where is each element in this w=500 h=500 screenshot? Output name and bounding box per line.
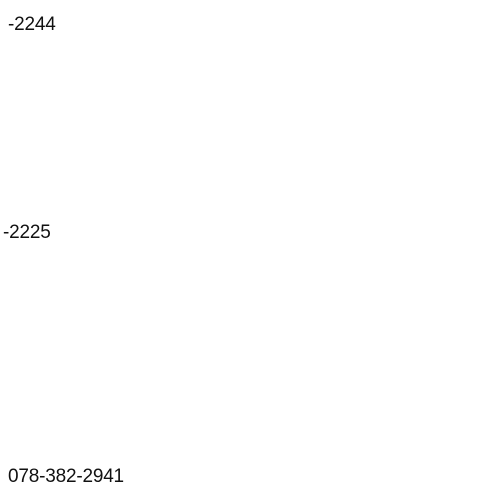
phone-number: 078-382-2941: [8, 466, 124, 487]
phone-number-fragment: -2244: [8, 14, 56, 35]
phone-number-fragment: -2225: [3, 222, 51, 243]
